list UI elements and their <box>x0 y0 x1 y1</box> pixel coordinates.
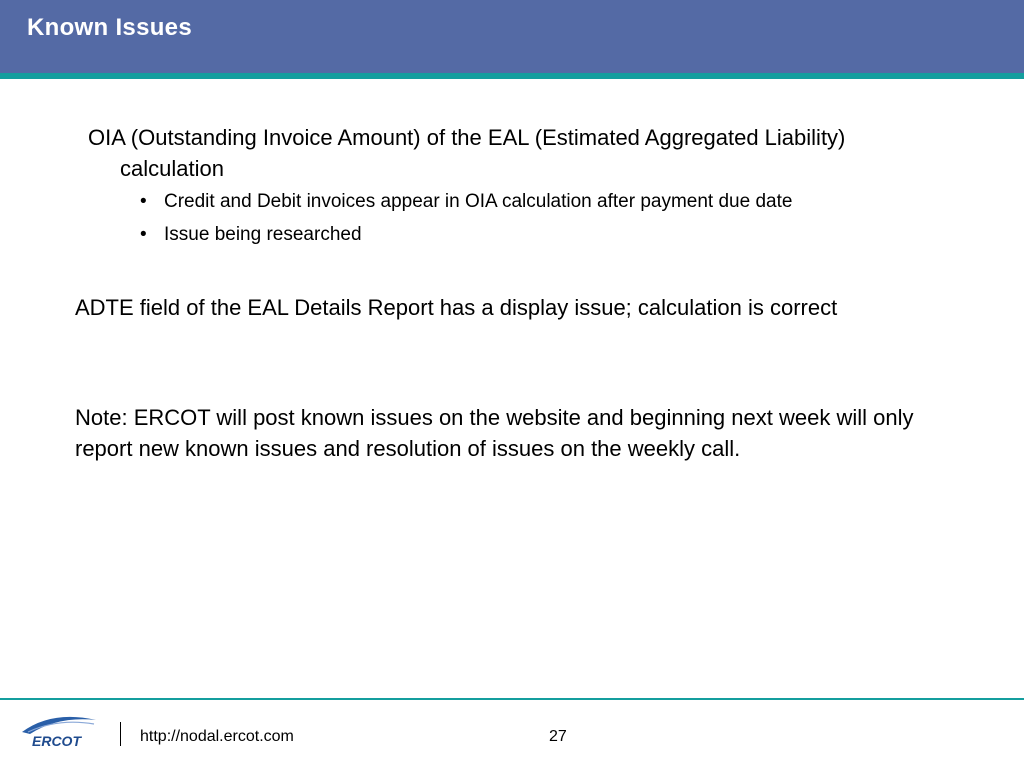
issue-adte-text: ADTE field of the EAL Details Report has a display issue; calculation is correct <box>75 295 838 320</box>
footer-url[interactable]: http://nodal.ercot.com <box>140 728 294 745</box>
slide-title: Known Issues <box>27 14 192 41</box>
page-number: 27 <box>549 728 567 745</box>
bullet-icon: • <box>140 191 147 212</box>
bullet-icon: • <box>140 224 147 245</box>
sub-bullet-text: Issue being researched <box>164 224 362 245</box>
footer-divider <box>0 698 1024 700</box>
note-text: Note: ERCOT will post known issues on the website and beginning next week will only report new known issues and resolution of issues on the weekly call. <box>75 405 914 461</box>
title-bar <box>0 0 1024 73</box>
sub-bullet-text: Credit and Debit invoices appear in OIA calculation after payment due date <box>164 191 793 212</box>
header-accent-stripe <box>0 73 1024 79</box>
issue-oia-text: OIA (Outstanding Invoice Amount) of the EAL (Estimated Aggregated Liability) calculation <box>88 125 846 181</box>
footer-separator <box>120 722 121 746</box>
logo-text: ERCOT <box>32 733 81 749</box>
logo-swoosh <box>22 717 96 734</box>
ercot-logo <box>18 712 100 752</box>
